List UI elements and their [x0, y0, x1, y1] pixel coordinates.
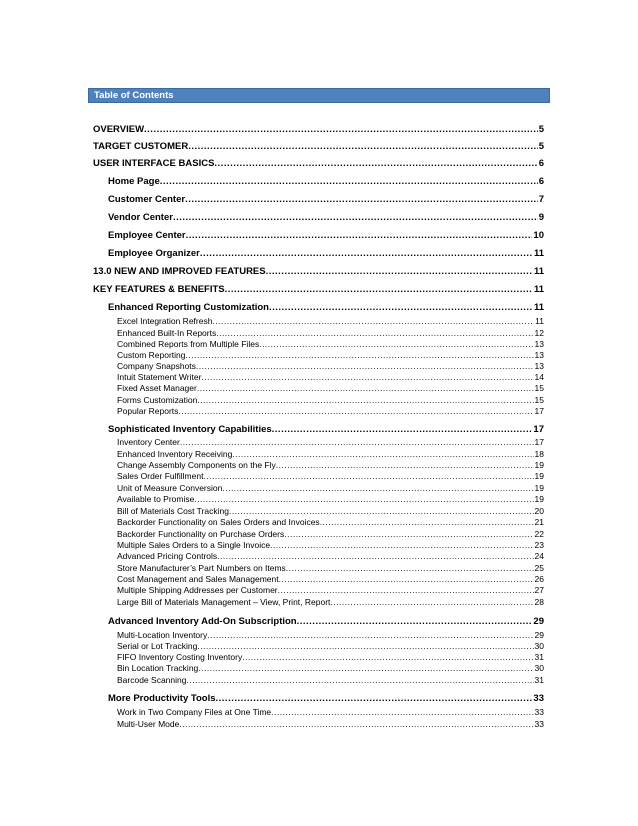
toc-entry[interactable]	[117, 719, 544, 729]
toc-entry-page-number: 29	[533, 616, 544, 627]
toc-leader-dots	[271, 707, 533, 717]
toc-entry-label: Multiple Sales Orders to a Single Invoice	[117, 540, 271, 550]
toc-entry-label: USER INTERFACE BASICS	[93, 158, 215, 169]
toc-entry[interactable]	[117, 630, 544, 640]
toc-entry-page-number: 18	[534, 449, 544, 459]
toc-leader-dots	[188, 141, 538, 152]
toc-entry[interactable]	[93, 284, 544, 295]
toc-entry-page-number: 19	[534, 483, 544, 493]
toc-entry-label: Change Assembly Components on the Fly	[117, 460, 276, 470]
toc-entry-label: Serial or Lot Tracking	[117, 641, 198, 651]
toc-entry-page-number: 24	[534, 551, 544, 561]
toc-entry[interactable]	[117, 551, 544, 561]
toc-entry-page-number: 25	[534, 563, 544, 573]
toc-leader-dots	[186, 675, 533, 685]
toc-entry[interactable]	[93, 141, 544, 152]
toc-entry[interactable]	[108, 616, 544, 627]
toc-entry[interactable]	[117, 328, 544, 338]
toc-leader-dots	[320, 517, 534, 527]
toc-entry[interactable]	[117, 383, 544, 393]
toc-header-bar	[88, 88, 550, 103]
toc-entry-label: Sophisticated Inventory Capabilities	[108, 424, 272, 435]
toc-leader-dots	[198, 663, 533, 673]
toc-entry-page-number: 11	[533, 302, 544, 313]
toc-entry[interactable]	[117, 395, 544, 405]
toc-entry-label: Bill of Materials Cost Tracking	[117, 506, 229, 516]
toc-entry[interactable]	[93, 124, 544, 135]
toc-entry-page-number: 30	[534, 641, 544, 651]
toc-entry-page-number: 15	[534, 383, 544, 393]
toc-entry[interactable]	[117, 517, 544, 527]
toc-entry[interactable]	[93, 266, 544, 277]
toc-entry-label: Cost Management and Sales Management	[117, 574, 279, 584]
toc-entry-page-number: 33	[534, 707, 544, 717]
toc-entry[interactable]	[117, 540, 544, 550]
toc-entry-label: Home Page	[108, 176, 160, 187]
toc-entry-label: Large Bill of Materials Management – View, Print, Report	[117, 597, 331, 607]
toc-entry[interactable]	[117, 494, 544, 504]
toc-entry-page-number: 28	[534, 597, 544, 607]
toc-leader-dots	[197, 395, 533, 405]
toc-entry-label: Custom Reporting	[117, 350, 186, 360]
toc-entry-label: Customer Center	[108, 194, 186, 205]
toc-leader-dots	[270, 540, 533, 550]
toc-entry[interactable]	[93, 158, 544, 169]
toc-entry-page-number: 6	[538, 158, 544, 169]
toc-entry-label: Excel Integration Refresh	[117, 316, 213, 326]
toc-entry-label: Intuit Statement Writer	[117, 372, 202, 382]
toc-leader-dots	[214, 158, 537, 169]
toc-entry-page-number: 13	[534, 350, 544, 360]
toc-entry-label: Employee Center	[108, 230, 186, 241]
toc-entry-label: Bin Location Tracking	[117, 663, 199, 673]
toc-leader-dots	[216, 693, 533, 704]
toc-entry-label: Store Manufacturer’s Part Numbers on Items	[117, 563, 286, 573]
toc-leader-dots	[259, 339, 533, 349]
toc-entry-label: FIFO Inventory Costing Inventory	[117, 652, 243, 662]
toc-entry-page-number: 17	[534, 406, 544, 416]
toc-leader-dots	[180, 437, 534, 447]
toc-leader-dots	[200, 248, 533, 259]
toc-leader-dots	[216, 328, 533, 338]
toc-leader-dots	[217, 551, 533, 561]
toc-entry-page-number: 14	[534, 372, 544, 382]
toc-leader-dots	[297, 616, 533, 627]
toc-entry[interactable]	[117, 663, 544, 673]
toc-entry-label: OVERVIEW	[93, 124, 145, 135]
toc-entry-label: Work in Two Company Files at One Time	[117, 707, 272, 717]
toc-entry[interactable]	[117, 483, 544, 493]
toc-entry-page-number: 19	[534, 471, 544, 481]
toc-leader-dots	[144, 124, 538, 135]
toc-entry-page-number: 12	[534, 328, 544, 338]
toc-leader-dots	[201, 372, 533, 382]
toc-leader-dots	[222, 483, 533, 493]
toc-entry-page-number: 17	[533, 424, 544, 435]
toc-entry-page-number: 33	[533, 693, 544, 704]
toc-entry-label: Company Snapshots	[117, 361, 196, 371]
toc-leader-dots	[173, 212, 538, 223]
toc-entry[interactable]	[117, 707, 544, 717]
toc-entry[interactable]	[117, 372, 544, 382]
toc-entry-page-number: 11	[535, 316, 544, 326]
toc-leader-dots	[178, 406, 533, 416]
toc-entry-label: Enhanced Inventory Receiving	[117, 449, 233, 459]
toc-entry-label: Multi-Location Inventory	[117, 630, 208, 640]
toc-leader-dots	[266, 266, 533, 277]
toc-entry-label: Advanced Pricing Controls	[117, 551, 218, 561]
toc-leader-dots	[212, 316, 534, 326]
toc-entry-page-number: 11	[533, 266, 544, 277]
toc-leader-dots	[179, 719, 533, 729]
toc-entry[interactable]	[108, 302, 544, 313]
toc-entry[interactable]	[117, 652, 544, 662]
toc-entry-page-number: 19	[534, 494, 544, 504]
toc-leader-dots	[186, 230, 533, 241]
toc-leader-dots	[242, 652, 533, 662]
toc-entry-label: Sales Order Fulfillment	[117, 471, 204, 481]
toc-entry-page-number: 5	[538, 141, 544, 152]
toc-entry-page-number: 11	[533, 248, 544, 259]
toc-entry-page-number: 6	[538, 176, 544, 187]
toc-entry[interactable]	[117, 506, 544, 516]
toc-entry-page-number: 27	[534, 585, 544, 595]
toc-entry[interactable]	[108, 194, 544, 205]
toc-leader-dots	[160, 176, 538, 187]
toc-entry-label: KEY FEATURES & BENEFITS	[93, 284, 225, 295]
toc-leader-dots	[225, 284, 533, 295]
toc-entry-label: Barcode Scanning	[117, 675, 187, 685]
toc-entry-page-number: 30	[534, 663, 544, 673]
toc-entry-page-number: 11	[533, 284, 544, 295]
toc-leader-dots	[229, 506, 534, 516]
toc-entry[interactable]	[117, 437, 544, 447]
toc-entry-label: Available to Promise	[117, 494, 195, 504]
toc-entry[interactable]	[117, 585, 544, 595]
toc-entry-label: Forms Customization	[117, 395, 198, 405]
toc-leader-dots	[278, 585, 534, 595]
toc-entry-label: 13.0 NEW AND IMPROVED FEATURES	[93, 266, 266, 277]
toc-leader-dots	[232, 449, 533, 459]
toc-entry[interactable]	[117, 563, 544, 573]
toc-entry-page-number: 22	[534, 529, 544, 539]
toc-entry-page-number: 26	[534, 574, 544, 584]
toc-entry-label: TARGET CUSTOMER	[93, 141, 189, 152]
toc-entry-label: Unit of Measure Conversion	[117, 483, 223, 493]
toc-entry[interactable]	[117, 471, 544, 481]
toc-entry-page-number: 13	[534, 339, 544, 349]
toc-entry-page-number: 31	[534, 675, 544, 685]
toc-entry-page-number: 9	[538, 212, 544, 223]
toc-entry[interactable]	[108, 693, 544, 704]
toc-entry-label: Multi-User Mode	[117, 719, 180, 729]
toc-entry-label: Advanced Inventory Add-On Subscription	[108, 616, 297, 627]
toc-entry-label: More Productivity Tools	[108, 693, 216, 704]
toc-entry-page-number: 20	[534, 506, 544, 516]
toc-entry-label: Combined Reports from Multiple Files	[117, 339, 260, 349]
toc-entry[interactable]	[117, 361, 544, 371]
toc-entry-page-number: 15	[534, 395, 544, 405]
toc-entry-page-number: 7	[538, 194, 544, 205]
toc-leader-dots	[279, 574, 534, 584]
toc-entry[interactable]	[117, 316, 544, 326]
toc-entry-page-number: 5	[538, 124, 544, 135]
toc-entry[interactable]	[117, 449, 544, 459]
toc-entry-label: Enhanced Built-In Reports	[117, 328, 217, 338]
toc-entry-label: Backorder Functionality on Purchase Orders	[117, 529, 285, 539]
toc-entry-page-number: 23	[534, 540, 544, 550]
toc-entry-label: Multiple Shipping Addresses per Customer	[117, 585, 278, 595]
toc-leader-dots	[203, 471, 533, 481]
toc-entry-page-number: 29	[534, 630, 544, 640]
toc-leader-dots	[185, 194, 538, 205]
toc-entry-label: Enhanced Reporting Customization	[108, 302, 269, 313]
toc-leader-dots	[269, 302, 533, 313]
toc-leader-dots	[207, 630, 533, 640]
toc-entry[interactable]	[117, 675, 544, 685]
toc-leader-dots	[197, 383, 534, 393]
toc-entry-page-number: 19	[534, 460, 544, 470]
toc-entry-page-number: 21	[534, 517, 544, 527]
toc-entry[interactable]	[117, 460, 544, 470]
toc-entry-label: Backorder Functionality on Sales Orders and Invoices	[117, 517, 320, 527]
toc-title: Table of Contents	[94, 90, 174, 101]
toc-entry-label: Fixed Asset Manager	[117, 383, 197, 393]
toc-leader-dots	[194, 494, 533, 504]
toc-leader-dots	[197, 641, 533, 651]
toc-entry[interactable]	[117, 597, 544, 607]
toc-entry[interactable]	[117, 339, 544, 349]
toc-entry[interactable]	[117, 574, 544, 584]
toc-entry-page-number: 10	[533, 230, 544, 241]
toc-leader-dots	[272, 424, 533, 435]
toc-leader-dots	[276, 460, 534, 470]
toc-entry[interactable]	[108, 176, 544, 187]
toc-entry[interactable]	[108, 424, 544, 435]
toc-entry[interactable]	[108, 212, 544, 223]
toc-entry-page-number: 31	[534, 652, 544, 662]
toc-entry[interactable]	[117, 641, 544, 651]
toc-leader-dots	[284, 529, 533, 539]
toc-entry[interactable]	[117, 350, 544, 360]
toc-entry-page-number: 33	[534, 719, 544, 729]
toc-entry-label: Employee Organizer	[108, 248, 200, 259]
toc-entry-label: Inventory Center	[117, 437, 180, 447]
toc-entry[interactable]	[108, 248, 544, 259]
toc-entry-page-number: 17	[534, 437, 544, 447]
toc-entry[interactable]	[117, 406, 544, 416]
toc-entry-label: Popular Reports	[117, 406, 179, 416]
toc-leader-dots	[330, 597, 533, 607]
toc-leader-dots	[186, 350, 534, 360]
toc-entry-label: Vendor Center	[108, 212, 173, 223]
toc-leader-dots	[196, 361, 534, 371]
toc-entry[interactable]	[117, 529, 544, 539]
toc-leader-dots	[286, 563, 534, 573]
toc-entry[interactable]	[108, 230, 544, 241]
toc-entry-page-number: 13	[534, 361, 544, 371]
